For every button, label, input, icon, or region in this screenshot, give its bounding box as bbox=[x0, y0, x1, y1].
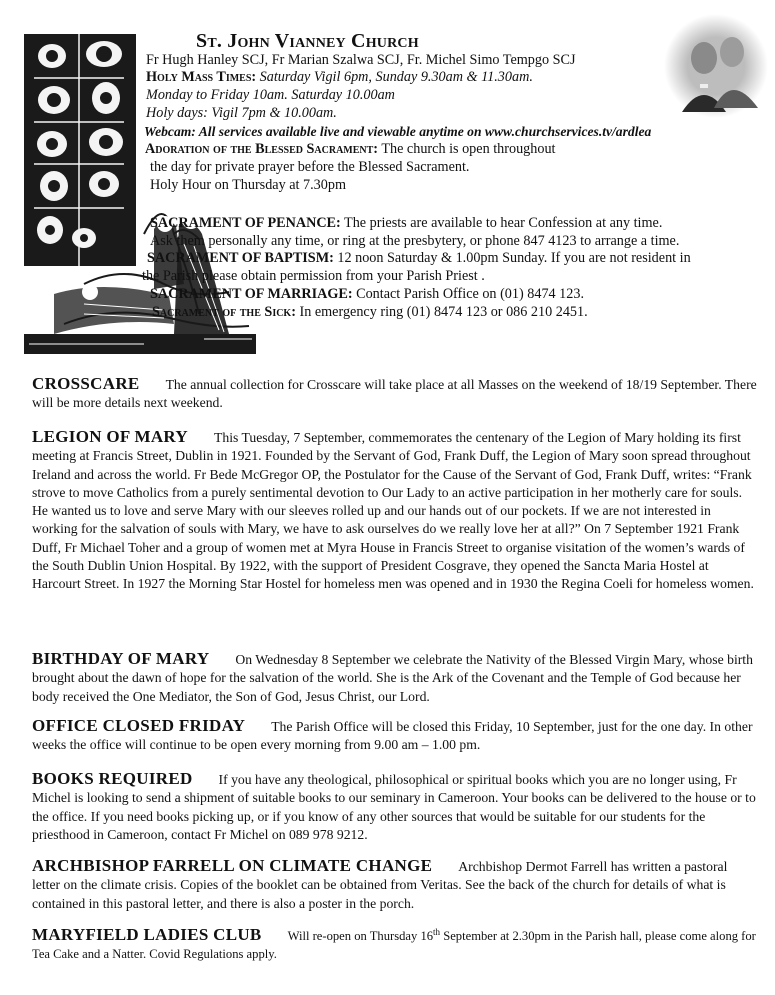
notice-office-closed bbox=[32, 717, 758, 755]
notice-body: On Wednesday 8 September we celebrate the Nativity of the Blessed Virgin Mary, whose birth brought about the dawn of hope for the salvation of the world. She is the Ark of the Covenant and the Temple of God because her body received the One Mediator, the Son of God, Jesus Christ, our Lord. bbox=[32, 652, 753, 704]
mass-times-row bbox=[146, 69, 533, 86]
webcam-notice: Webcam: All services available live and viewable anytime on www.churchservices.tv/ardlea bbox=[144, 124, 652, 139]
notice-heading: LEGION OF MARY bbox=[32, 427, 188, 446]
notice-birthday-of-mary bbox=[32, 650, 758, 706]
notice-heading: MARYFIELD LADIES CLUB bbox=[32, 925, 262, 944]
adoration-text-2: the day for private prayer before the Blessed Sacrament. bbox=[150, 159, 470, 175]
sick-label: Sacrament of the Sick: bbox=[152, 304, 296, 320]
priests-list: Fr Hugh Hanley SCJ, Fr Marian Szalwa SCJ, Fr. Michel Simo Tempgo SCJ bbox=[146, 52, 576, 68]
baptism-text-1: 12 noon Saturday & 1.00pm Sunday. If you are not resident in bbox=[337, 250, 691, 266]
penance-label: SACRAMENT OF PENANCE: bbox=[150, 215, 341, 231]
church-name: St. John Vianney Church bbox=[196, 30, 419, 52]
notice-crosscare bbox=[32, 375, 758, 413]
mass-times-label: Holy Mass Times: bbox=[146, 69, 257, 85]
adoration-text-1: The church is open throughout bbox=[381, 141, 556, 157]
notice-heading: BIRTHDAY OF MARY bbox=[32, 649, 210, 668]
notice-body: Archbishop Dermot Farrell has written a pastoral letter on the climate crisis. Copies of the booklet can be obtained from Veritas. See the back of the church for details of what is contained in this pastoral letter, and there is also a poster in the porch. bbox=[32, 859, 728, 911]
penance-text-1: The priests are available to hear Confession at any time. bbox=[344, 215, 663, 231]
adoration-text-3: Holy Hour on Thursday at 7.30pm bbox=[150, 177, 346, 193]
notice-heading: OFFICE CLOSED FRIDAY bbox=[32, 716, 246, 735]
notice-heading: CROSSCARE bbox=[32, 374, 140, 393]
notice-legion-of-mary bbox=[32, 428, 758, 594]
clergy-portrait-photo bbox=[662, 12, 770, 120]
marriage-label: SACRAMENT OF MARRIAGE: bbox=[150, 286, 353, 302]
ordinal-suffix: th bbox=[433, 926, 441, 937]
notice-heading: BOOKS REQUIRED bbox=[32, 769, 193, 788]
notice-body: If you have any theological, philosophical or spiritual books which you are no longer using, Fr Michel is looking to send a shipment of suitable books to our seminary in Cameroon. Your books can be delivered to the house or to the office. If you need books picking up, or if you know of any other sources that would be suitable for our students for the priesthood in Cameroon, contact Fr Michel on 089 978 9212. bbox=[32, 772, 756, 842]
adoration-label: Adoration of the Blessed Sacrament: bbox=[145, 141, 379, 157]
sick-text: In emergency ring (01) 8474 123 or 086 210 2451. bbox=[299, 304, 588, 320]
baptism-text-2: the Parish please obtain permission from your Parish Priest . bbox=[142, 268, 485, 284]
notice-body: The annual collection for Crosscare will take place at all Masses on the weekend of 18/19 September. There will be more details next weekend. bbox=[32, 377, 757, 411]
notice-heading: ARCHBISHOP FARRELL ON CLIMATE CHANGE bbox=[32, 856, 433, 875]
sick-row bbox=[152, 304, 588, 321]
adoration-row bbox=[145, 141, 555, 158]
mass-times-weekday: Monday to Friday 10am. Saturday 10.00am bbox=[146, 87, 395, 103]
marriage-text: Contact Parish Office on (01) 8474 123. bbox=[356, 286, 585, 302]
penance-text-2: Ask them personally any time, or ring at the presbytery, or phone 847 4123 to arrange a time. bbox=[150, 233, 680, 249]
notice-body: This Tuesday, 7 September, commemorates the centenary of the Legion of Mary holding its first meeting at Francis Street, Dublin in 1921. Founded by the Servant of God, Frank Duff, the Legion of Mary soon spread throughout Ireland and across the world. Fr Bede McGregor OP, the Postulator for the Cause of the Servant of God, Frank Duff, writes: “Frank strove to move Catholics from a purely sentimental devotion to Our Lady to an active participation in her motherly care for souls. He wanted us to love and serve Mary with our sleeves rolled up and our hands out of our pockets. If we are not interested in working for the salvation of souls with Mary, we have to ask ourselves do we really love her at all?” On 7 September 1921 Frank Duff, Fr Michael Toher and a group of women met at Myra House in Francis Street to organise visitation of the women’s wards of the South Dublin Union Hospital. By 1922, with the support of President Cosgrave, they opened the Sancta Maria Hostel at Harcourt Street. In 1927 the Morning Star Hostel for homeless men was opened and in 1930 the Regina Coeli for homeless women. bbox=[32, 430, 754, 592]
baptism-row bbox=[147, 250, 691, 267]
mass-times-weekend: Saturday Vigil 6pm, Sunday 9.30am & 11.30am. bbox=[259, 69, 533, 85]
notice-climate-change bbox=[32, 857, 758, 913]
notice-maryfield-ladies-club bbox=[32, 926, 758, 964]
baptism-label: SACRAMENT OF BAPTISM: bbox=[147, 250, 334, 266]
penance-row bbox=[150, 215, 662, 232]
notice-body: The Parish Office will be closed this Friday, 10 September, just for the one day. In other weeks the office will continue to be open every morning from 9.00 am – 1.00 pm. bbox=[32, 719, 753, 753]
notice-body: Will re-open on Thursday 16 bbox=[287, 929, 434, 943]
marriage-row bbox=[150, 286, 584, 303]
notice-body-continued: September at 2.30pm in the Parish hall, please come along for Tea Cake and a Natter. Covid Regulations apply. bbox=[32, 929, 756, 962]
holy-days: Holy days: Vigil 7pm & 10.00am. bbox=[146, 105, 337, 121]
notice-books-required bbox=[32, 770, 758, 844]
